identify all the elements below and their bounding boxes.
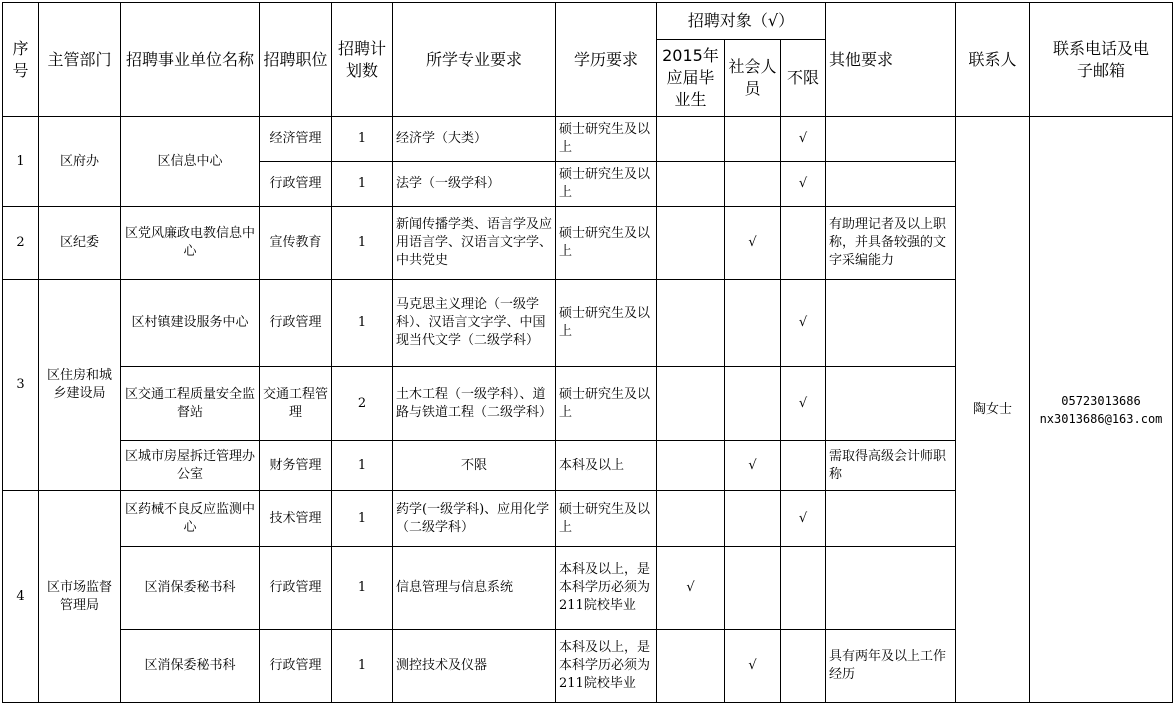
cell-other (826, 117, 956, 162)
cell-other (826, 162, 956, 207)
header-other: 其他要求 (826, 3, 956, 117)
cell-edu: 硕士研究生及以上 (556, 117, 657, 162)
cell-other: 具有两年及以上工作经历 (826, 630, 956, 703)
cell-any (781, 207, 826, 280)
cell-major: 马克思主义理论（一级学科）、汉语言文字学、中国现当代文学（二级学科） (393, 280, 556, 367)
cell-major: 法学（一级学科） (393, 162, 556, 207)
cell-grad (657, 117, 725, 162)
cell-position: 行政管理 (260, 280, 332, 367)
cell-social: √ (725, 441, 781, 491)
cell-any: √ (781, 280, 826, 367)
cell-plan: 1 (332, 117, 393, 162)
cell-social (725, 367, 781, 441)
cell-any (781, 441, 826, 491)
cell-dept: 区市场监督管理局 (39, 491, 121, 703)
cell-unit: 区消保委秘书科 (121, 630, 260, 703)
cell-social (725, 491, 781, 547)
header-phone-email: 联系电话及电子邮箱 (1030, 3, 1173, 117)
contact-person: 陶女士 (956, 117, 1030, 703)
cell-position: 宣传教育 (260, 207, 332, 280)
header-contact: 联系人 (956, 3, 1030, 117)
header-major: 所学专业要求 (393, 3, 556, 117)
cell-edu: 本科及以上 (556, 441, 657, 491)
cell-social: √ (725, 207, 781, 280)
cell-unit: 区药械不良反应监测中心 (121, 491, 260, 547)
cell-any (781, 630, 826, 703)
cell-grad (657, 207, 725, 280)
contact-email: nx3013686@163.com (1039, 411, 1163, 426)
cell-plan: 1 (332, 441, 393, 491)
cell-unit: 区交通工程质量安全监督站 (121, 367, 260, 441)
cell-plan: 1 (332, 630, 393, 703)
cell-major: 药学(一级学科)、应用化学（二级学科） (393, 491, 556, 547)
cell-any: √ (781, 491, 826, 547)
cell-dept: 区纪委 (39, 207, 121, 280)
cell-seq: 4 (3, 491, 39, 703)
header-seq: 序号 (3, 3, 39, 117)
cell-edu: 硕士研究生及以上 (556, 207, 657, 280)
cell-other (826, 367, 956, 441)
cell-edu: 本科及以上，是本科学历必须为211院校毕业 (556, 547, 657, 630)
header-target-grad: 2015年应届毕业生 (657, 40, 725, 117)
cell-major: 土木工程（一级学科）、道路与铁道工程（二级学科） (393, 367, 556, 441)
table-row (3, 117, 1173, 162)
contact-phone-email (1030, 117, 1173, 703)
cell-major: 新闻传播学类、语言学及应用语言学、汉语言文字学、中共党史 (393, 207, 556, 280)
cell-plan: 1 (332, 207, 393, 280)
header-target-social: 社会人员 (725, 40, 781, 117)
cell-grad (657, 162, 725, 207)
cell-position: 技术管理 (260, 491, 332, 547)
header-target-any: 不限 (781, 40, 826, 117)
cell-edu: 硕士研究生及以上 (556, 162, 657, 207)
cell-edu: 硕士研究生及以上 (556, 491, 657, 547)
cell-major: 测控技术及仪器 (393, 630, 556, 703)
cell-any: √ (781, 117, 826, 162)
header-target-group: 招聘对象（√） (657, 3, 826, 40)
header-dept: 主管部门 (39, 3, 121, 117)
cell-dept: 区住房和城乡建设局 (39, 280, 121, 491)
contact-phone: 05723013686 (1061, 393, 1141, 408)
cell-edu: 本科及以上，是本科学历必须为211院校毕业 (556, 630, 657, 703)
cell-seq: 1 (3, 117, 39, 207)
cell-social (725, 162, 781, 207)
cell-any: √ (781, 367, 826, 441)
cell-position: 经济管理 (260, 117, 332, 162)
cell-social: √ (725, 630, 781, 703)
cell-seq: 2 (3, 207, 39, 280)
cell-position: 行政管理 (260, 630, 332, 703)
cell-unit: 区村镇建设服务中心 (121, 280, 260, 367)
cell-any (781, 547, 826, 630)
cell-edu: 硕士研究生及以上 (556, 367, 657, 441)
cell-plan: 1 (332, 491, 393, 547)
cell-social (725, 280, 781, 367)
cell-unit: 区消保委秘书科 (121, 547, 260, 630)
cell-major: 经济学（大类） (393, 117, 556, 162)
cell-grad: √ (657, 547, 725, 630)
cell-grad (657, 367, 725, 441)
cell-major: 信息管理与信息系统 (393, 547, 556, 630)
header-edu: 学历要求 (556, 3, 657, 117)
header-plan: 招聘计划数 (332, 3, 393, 117)
cell-dept: 区府办 (39, 117, 121, 207)
cell-unit: 区城市房屋拆迁管理办公室 (121, 441, 260, 491)
cell-plan: 1 (332, 162, 393, 207)
cell-other: 有助理记者及以上职称，并具备较强的文字采编能力 (826, 207, 956, 280)
cell-social (725, 117, 781, 162)
cell-grad (657, 630, 725, 703)
header-unit: 招聘事业单位名称 (121, 3, 260, 117)
cell-unit: 区党风廉政电教信息中心 (121, 207, 260, 280)
cell-grad (657, 491, 725, 547)
cell-position: 行政管理 (260, 162, 332, 207)
cell-other (826, 491, 956, 547)
cell-plan: 1 (332, 547, 393, 630)
cell-unit: 区信息中心 (121, 117, 260, 207)
cell-major: 不限 (393, 441, 556, 491)
cell-other (826, 547, 956, 630)
cell-other (826, 280, 956, 367)
cell-grad (657, 441, 725, 491)
header-position: 招聘职位 (260, 3, 332, 117)
cell-edu: 硕士研究生及以上 (556, 280, 657, 367)
cell-position: 财务管理 (260, 441, 332, 491)
cell-position: 行政管理 (260, 547, 332, 630)
cell-plan: 1 (332, 280, 393, 367)
recruitment-table (2, 2, 1173, 703)
cell-position: 交通工程管理 (260, 367, 332, 441)
cell-other: 需取得高级会计师职称 (826, 441, 956, 491)
cell-grad (657, 280, 725, 367)
cell-plan: 2 (332, 367, 393, 441)
cell-seq: 3 (3, 280, 39, 491)
cell-any: √ (781, 162, 826, 207)
cell-social (725, 547, 781, 630)
